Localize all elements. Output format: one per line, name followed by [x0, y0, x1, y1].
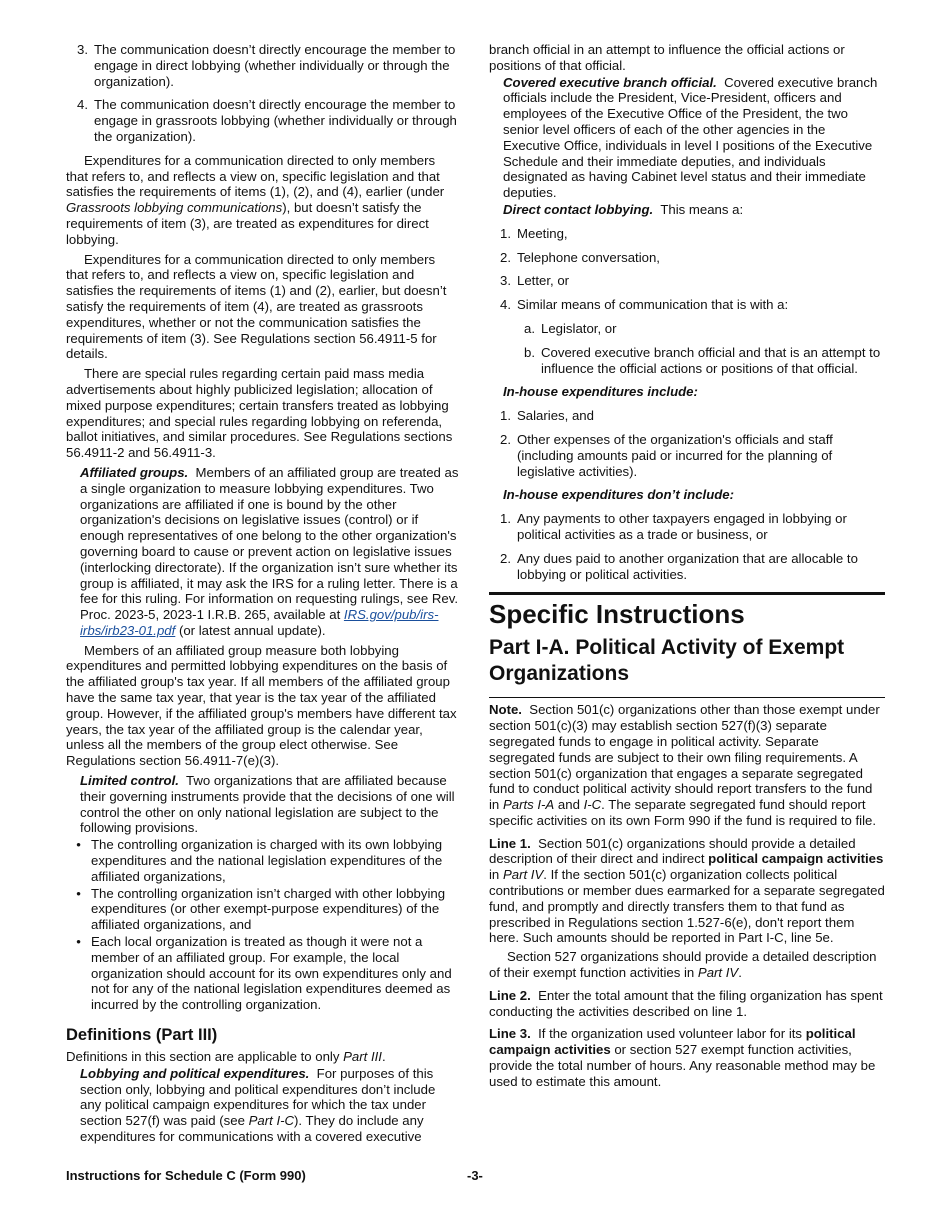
paragraph-note: Note. Section 501(c) organizations other than those exempt under section 501(c)(3) may establish section 527(f)(3) separate segregated funds to engage in political activity. Separate segregated funds are subject to their own filing requirements. A section 501(c) organization that engages a separate segregated fund to conduct political activity should report transfers to the fund in Parts I-A and I-C. The separate segregated fund should report specific activities on its own Form 990 if the fund is required to file. [489, 702, 880, 828]
bullet-item: • Each local organization is treated as though it were not a member of an affiliated group. For example, the local organization should account for its own expenditures only and not for any of the national legislation expenditures deemed as incurred by the controlling organization. [76, 934, 452, 1013]
paragraph-limited-control: Limited control. Two organizations that are affiliated because their governing instruments provide that the decisions of one will control the other on only national legislation are subject to the following provisions. [80, 773, 455, 836]
run-in-heading: Affiliated groups. [80, 464, 189, 480]
run-in-heading: Line 3. [489, 1026, 531, 1042]
list-item: 2. Any dues paid to another organization that are allocable to lobbying or political activities. [500, 550, 858, 582]
paragraph-affiliated-groups: Affiliated groups. Members of an affiliated group are treated as a single organization to measure lobbying expenditures. Two organizations are affiliated if one is bound by the other organization's decisions on legislative issues (control) or if enough representatives of one belong to the other organization's governing board to cause or prevent action on legislative issues (interlocking directorate). If the organization isn’t sure whether its group is affiliated, it may ask the IRS for a ruling letter. There is a fee for this ruling. For information on requesting rulings, see Rev. Proc. 2023-5, 2023-1 I.R.B. 265, available at IRS.gov/pub/irs-irbs/irb23-01.pdf (or latest annual update). [80, 464, 459, 638]
paragraph-definitions: Definitions in this section are applicable to only Part III. [66, 1049, 386, 1065]
run-in-heading: Limited control. [80, 773, 179, 789]
paragraph-direct-contact: Direct contact lobbying. This means a: [503, 201, 744, 217]
page-number: -3- [467, 1168, 483, 1183]
footer-title: Instructions for Schedule C (Form 990) [66, 1168, 306, 1183]
run-in-heading: Lobbying and political expenditures. [80, 1065, 310, 1081]
paragraph-section-527: Section 527 organizations should provide a detailed description of their exempt function activities in Part IV. [489, 949, 877, 981]
list-item: 1. Salaries, and [500, 408, 594, 424]
list-number: 3. [77, 42, 88, 57]
part-ia-title: Part I-A. Political Activity of Exempt Organizations [489, 636, 845, 686]
heading-rule [489, 697, 885, 698]
run-in-heading: Direct contact lobbying. [503, 201, 654, 217]
list-item: 3. Letter, or [500, 273, 570, 289]
right-column [489, 42, 885, 1097]
paragraph-direct-lobbying-expenditures: Expenditures for a communication directed to only members that refers to, and reflects a view on, specific legislation and that satisfies the requirements of items (1), (2), and (4), earlier (under Grassroots lobbying communications), but doesn’t satisfy the requirements of item (3), are treated as expenditures for direct lobbying. [66, 152, 445, 247]
paragraph-lobbying-political: Lobbying and political expenditures. For purposes of this section only, lobbying and political expenditures don’t include any political campaign expenditures for which the tax under section 527(f) was paid (see Part I-C). They do include any expenditures for communications with a covered executive [80, 1065, 436, 1144]
paragraph-line-1: Line 1. Section 501(c) organizations should provide a detailed description of their direct and indirect political campaign activities in Part IV. If the section 501(c) organization collects political contributions or member dues earmarked for a separate segregated fund, and promptly and directly transfers them to that fund as prescribed in Regulations section 1.527-6(e), don't report them here. Such amounts should be reported in Part I-C, line 5e. [489, 835, 885, 946]
run-in-heading: Note. [489, 702, 522, 718]
list-item: 2. Telephone conversation, [500, 249, 660, 265]
list-item: 2. Other expenses of the organization's officials and staff (including amounts paid or incurred for the planning of legislative activities). [500, 431, 833, 479]
paragraph-line-3: Line 3. If the organization used volunteer labor for its political campaign activities or section 527 exempt function activities, provide the total number of hours. Any reasonable method may be used to estimate this amount. [489, 1026, 876, 1089]
list-text: The communication doesn’t directly encourage the member to engage in direct lobbying (whether individually or through the organization). [94, 42, 456, 89]
subheading-inhouse-exclude: In-house expenditures don’t include: [503, 487, 735, 503]
list-number: 4. [77, 97, 88, 113]
run-in-heading: Line 1. [489, 835, 531, 851]
list-item: 1. Any payments to other taxpayers engaged in lobbying or political activities as a trade or business, or [500, 511, 847, 542]
subheading-inhouse-include: In-house expenditures include: [503, 384, 698, 400]
paragraph-special-rules: There are special rules regarding certain paid mass media advertisements about highly publicized legislation; allocation of mixed purpose expenditures; certain transfers treated as lobbying expenditures; and special rules regarding lobbying on referenda, ballot initiatives, and similar procedures. See Regulations sections 56.4911-2 and 56.4911-3. [66, 366, 453, 461]
irs-link[interactable]: IRS.gov/pub/irs-irbs/irb23-01.pdf [80, 607, 439, 638]
list-item: 1. Meeting, [500, 225, 568, 241]
list-item [66, 97, 460, 144]
run-in-heading: Covered executive branch official. [503, 74, 717, 90]
list-item [66, 42, 460, 89]
bullet-item: • The controlling organization is charged with its own lobbying expenditures and the national legislation expenditures of the affiliated organizations, [76, 837, 443, 884]
section-divider [489, 592, 885, 595]
list-item: 4. Similar means of communication that is with a: [500, 297, 789, 313]
paragraph-affiliated-tax-year: Members of an affiliated group measure both lobbying expenditures and permitted lobbying expenditures on the basis of the affiliated group's tax year. If all members of the affiliated group have the same tax year, that year is the tax year of the affiliated group. However, if the affiliated group's members have different tax years, the tax year of the affiliated group is the calendar year, unless all the members of the group elect otherwise. See Regulations section 56.4911-7(e)(3). [66, 642, 457, 769]
paragraph-covered-official: Covered executive branch official. Covered executive branch officials include the President, Vice-President, officers and employees of the Executive Office of the President, the two senior level officers of each of the other agencies in the Executive Office, individuals in level I positions of the Executive Schedule and their immediate deputies, and individuals designated as having Cabinet level status and their immediate deputies. [503, 74, 878, 201]
sub-list-item: a. Legislator, or [524, 320, 617, 336]
paragraph-line-2: Line 2. Enter the total amount that the filing organization has spent conducting the activities described on line 1. [489, 987, 883, 1019]
paragraph-continued: branch official in an attempt to influence the official actions or positions of that official. [489, 42, 845, 73]
paragraph-grassroots-expenditures: Expenditures for a communication directed to only members that refers to, and reflects a view on, specific legislation and satisfies the requirements of items (1) and (2), earlier, but doesn’t satisfy the requirements of item (4), are treated as grassroots expenditures, whether or not the communication satisfies the requirements of item (3). See Regulations section 56.4911-5 for details. [66, 251, 447, 362]
list-text: The communication doesn’t directly encourage the member to engage in grassroots lobbying (whether individually or through the organization). [94, 97, 457, 144]
specific-instructions-title: Specific Instructions [489, 599, 745, 630]
section-heading-definitions: Definitions (Part III) [66, 1026, 218, 1045]
sub-list-item: b. Covered executive branch official and that is an attempt to influence the official actions or positions of that official. [524, 344, 881, 376]
left-column [66, 42, 460, 1149]
bullet-item: • The controlling organization isn’t charged with other lobbying expenditures (or other exempt-purpose expenditures) of the affiliated organizations, and [76, 885, 446, 933]
run-in-heading: Line 2. [489, 987, 531, 1003]
